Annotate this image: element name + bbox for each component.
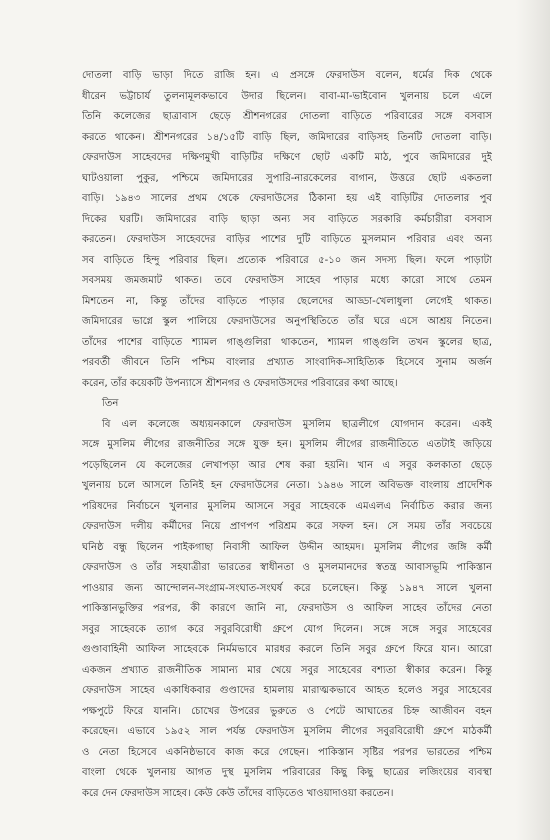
text-line: পরবর্তী জীবনে তিনি পশ্চিম বাংলার প্রখ্যাত সাংবাদিক-সাহিত্যিক হিসেবে সুনাম অর্জন: [82, 357, 492, 368]
text-line: করেছেন। এভাবে ১৯৫২ সাল পর্যন্ত ফেরদাউস মুসলিম লীগের সবুরবিরোধী গ্রুপে মাঠকর্মী: [82, 726, 492, 737]
text-line: দোতলা বাড়ি ভাড়া দিতে রাজি হন। এ প্রসঙ্গে ফেরদাউস বলেন, ধর্মের দিক থেকে: [82, 70, 492, 81]
paragraph-2: [82, 415, 492, 805]
text-line: সব বাড়িতে হিন্দু পরিবার ছিল। প্রত্যেক পরিবারে ৫-১০ জন সদস্য ছিল। ফলে পাড়াটা: [82, 254, 492, 266]
text-line: পাকিস্তানভুক্তির পরপর, কী কারণে জানি না, ফেরদাউস ও আফিল সাহেব তাঁদের নেতা: [82, 603, 492, 614]
body-text: [82, 66, 492, 804]
text-line: করতেন। ফেরদাউস সাহেবদের বাড়ির পাশের দুটি বাড়িতে মুসলমান পরিবার এবং অন্য: [82, 234, 492, 245]
page-gutter-shadow: [516, 0, 550, 840]
text-line: সঙ্গে মুসলিম লীগের রাজনীতির সঙ্গে যুক্ত হন। মুসলিম লীগের রাজনীতিতে এতটাই জড়িয়ে: [82, 439, 492, 450]
text-line: দিকের ঘরটি। জমিদারের বাড়ি ছাড়া অন্য সব বাড়িতে সরকারি কর্মচারীরা বসবাস: [82, 213, 492, 225]
text-line: সবুর সাহেবকে ত্যাগ করে সবুরবিরোধী গ্রুপে যোগ দিলেন। সঙ্গে সঙ্গে সবুর সাহেবের: [82, 623, 492, 635]
text-line: খুলনায় চলে আসলে তিনিই হন ফেরদাউসের নেতা। ১৯৪৬ সালে অবিভক্ত বাংলায় প্রাদেশিক: [82, 480, 492, 491]
text-line: ধীরেন ভট্টাচার্য তুলনামূলকভাবে উদার ছিলেন। বাবা-মা-ভাইবোন খুলনায় চলে এলে: [82, 90, 492, 102]
text-line: বাড়ি। ১৯৪৩ সালের প্রথম থেকে ফেরদাউসের ঠিকানা হয় এই বাড়িটির দোতলার পুব: [82, 193, 492, 204]
text-line: করতে থাকেন। শ্রীশনগরের ১৪/১৫টি বাড়ি ছিল, জমিদারের বাড়িসহ তিনটি দোতলা বাড়ি।: [82, 131, 492, 143]
text-line: বাংলা থেকে খুলনায় আগত দুস্থ মুসলিম পরিবারের কিছু কিছু ছাত্রের লজিংয়ের ব্যবস্থা: [82, 767, 492, 778]
text-line: ফেরদাউস সাহেব একাধিকবার গুণ্ডাদের হামলায় মারাত্মকভাবে আহত হলেও সবুর সাহেবের: [82, 685, 492, 696]
text-line: জমিদারের ভাগ্নে স্কুল পালিয়ে ফেরদাউসের অনুপস্থিতিতে তাঁর ঘরে এসে আশ্রয় নিতেন।: [82, 316, 492, 327]
text-line: ফেরদাউস ও তাঁর সহযাত্রীরা ভারতের স্বাধীনতা ও মুসলমানদের স্বতন্ত্র আবাসভূমি পাকিস্তান: [82, 562, 492, 573]
text-line: ঘাটওয়ালা পুকুর, পশ্চিমে জমিদারের সুপারি-নারকেলের বাগান, উত্তরে ছোট একতলা: [82, 172, 492, 184]
text-line: সবসময় জমজমাট থাকত। তবে ফেরদাউস সাহেব পাড়ার মধ্যে কারো সাথে তেমন: [82, 275, 492, 286]
text-line: করেন, তাঁর কয়েকটি উপন্যাসে শ্রীশনগর ও ফেরদাউসদের পরিবারের কথা আছে।: [82, 377, 398, 389]
text-line: পরিষদের নির্বাচনে খুলনার মুসলিম আসনে সবুর সাহেবকে এমএলএ নির্বাচিত করার জন্য: [82, 500, 492, 512]
text-line: একজন প্রখ্যাত রাজনীতিক সামান্য মার খেয়ে সবুর সাহেবের বশ্যতা স্বীকার করেন। কিন্তু: [82, 664, 492, 676]
text-line: ফেরদাউস দলীয় কর্মীদের নিয়ে প্রাণপণ পরিশ্রম করে সফল হন। সে সময় তাঁর সবচেয়ে: [82, 521, 492, 532]
text-line: তাঁদের পাশের বাড়িতে শ্যামল গাঙ্গুলিরা থাকতেন, শ্যামল গাঙ্গুলি তখন স্কুলের ছাত্র,: [82, 336, 492, 348]
paragraph-1: [82, 66, 492, 394]
text-line: বি এল কলেজে অধ্যয়নকালে ফেরদাউস মুসলিম ছাত্রলীগে যোগদান করেন। একই: [102, 418, 492, 430]
text-line: মিশতেন না, কিন্তু তাঁদের বাড়িতে পাড়ার ছেলেদের আড্ডা-খেলাধুলা লেগেই থাকত।: [82, 295, 492, 307]
text-line: ও নেতা হিসেবে একনিষ্ঠভাবে কাজ করে গেছেন। পাকিস্তান সৃষ্টির পরপর ভারতের পশ্চিম: [82, 746, 492, 758]
text-line: ঘনিষ্ঠ বন্ধু ছিলেন পাইকগাছা নিবাসী আফিল উদ্দীন আহমদ। মুসলিম লীগের জঙ্গি কর্মী: [82, 541, 492, 553]
text-line: ফেরদাউস সাহেবদের দক্ষিণমুখী বাড়িটির দক্ষিণে ছোট একটি মাঠ, পুবে জমিদারের দুই: [82, 152, 492, 163]
text-line: পক্ষপুটে ফিরে যাননি। চোখের উপরের ভুরুতে ও পেটে আঘাতের চিহ্ন আজীবন বহন: [82, 705, 492, 717]
text-line: গুণ্ডাবাহিনী আফিল সাহেবকে নির্মমভাবে মারধর করলে তিনি সবুর গ্রুপে ফিরে যান। আরো: [82, 644, 492, 655]
text-line: পাওয়ার জন্য আন্দোলন-সংগ্রাম-সংঘাত-সংঘর্ষ করে চলেছেন। কিন্তু ১৯৪৭ সালে খুলনা: [82, 582, 492, 594]
text-line: তিনি কলেজের ছাত্রাবাস ছেড়ে শ্রীশনগরের দোতলা বাড়িতে পরিবারের সঙ্গে বসবাস: [82, 111, 492, 122]
text-line: পড়েছিলেন যে কলেজের লেখাপড়া আর শেষ করা হয়নি। খান এ সবুর কলকাতা ছেড়ে: [82, 459, 492, 471]
section-heading: তিন: [102, 398, 119, 409]
text-line: করে দেন ফেরদাউস সাহেব। কেউ কেউ তাঁদের বাড়িতেও খাওয়াদাওয়া করতেন।: [82, 787, 394, 799]
